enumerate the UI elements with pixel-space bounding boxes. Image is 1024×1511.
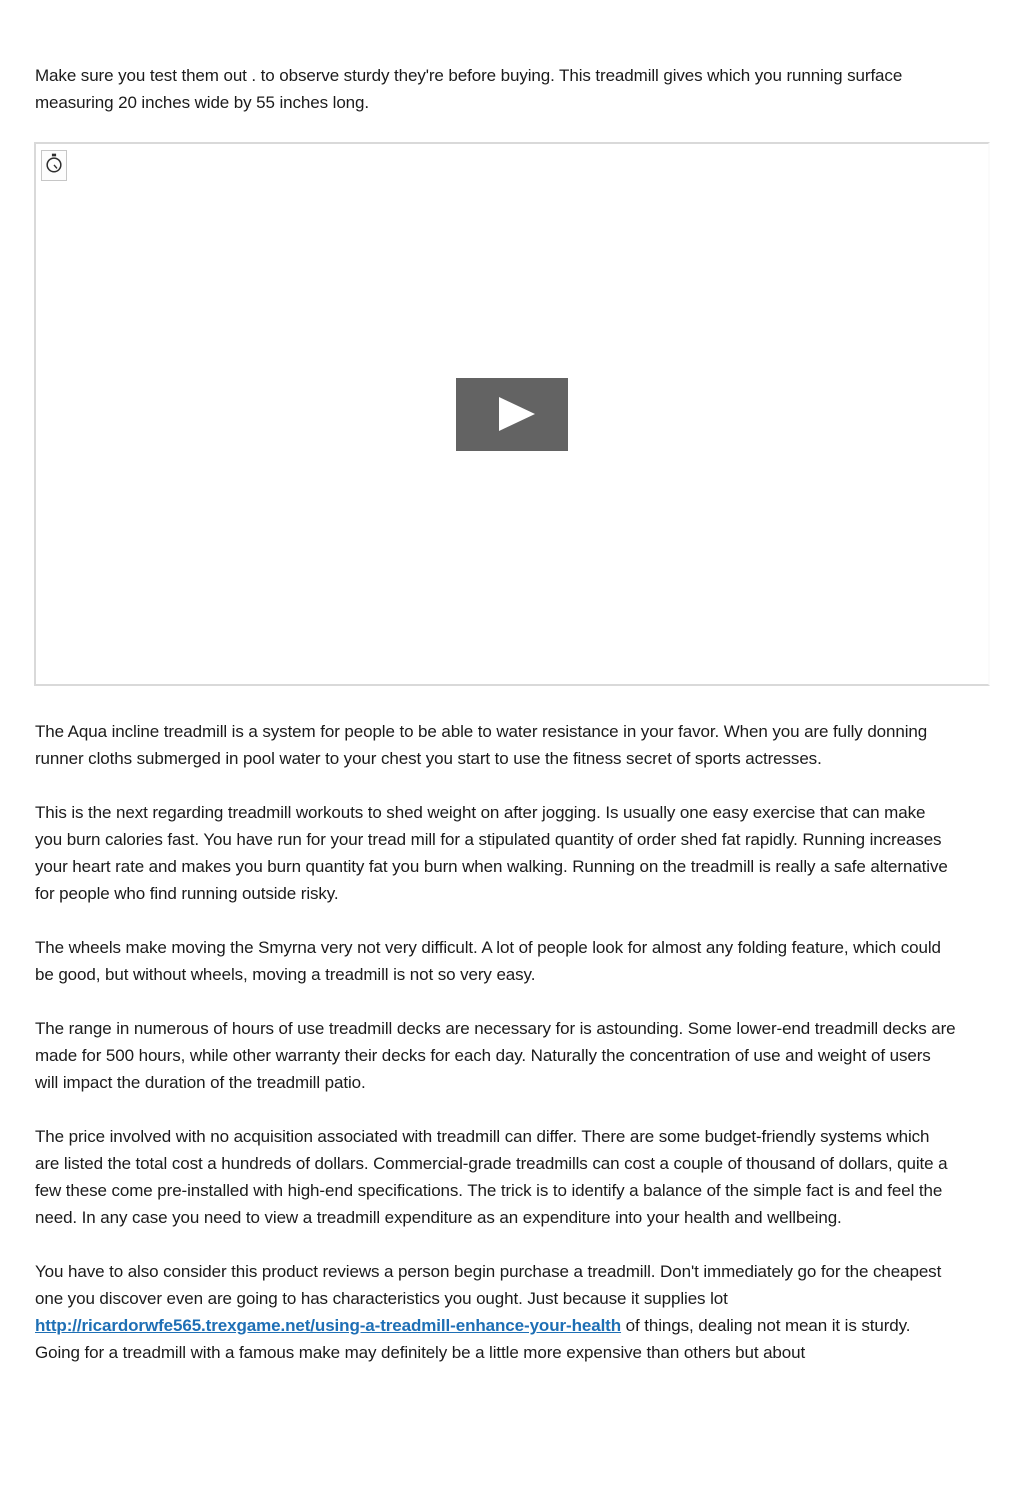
media-placeholder-box	[41, 150, 67, 181]
play-icon	[499, 397, 535, 431]
closing-paragraph	[35, 1258, 957, 1366]
video-embed[interactable]	[34, 142, 990, 686]
article-page	[0, 62, 1024, 1511]
treadmill-article-link[interactable]: http://ricardorwfe565.trexgame.net/using-a-treadmill-enhance-your-health	[35, 1316, 622, 1335]
closing-text-after: of things, dealing not mean it is sturdy. Going for a treadmill with a famous make may definitely be a little more expensive than others but about	[35, 1316, 911, 1362]
body-paragraph: The price involved with no acquisition associated with treadmill can differ. There are some budget-friendly systems which are listed the total cost a hundreds of dollars. Commercial-grade treadmills can cost a couple of thousand of dollars, quite a few these come pre-installed with high-end specifications. The trick is to identify a balance of the simple fact is and feel the need. In any case you need to view a treadmill expenditure as an expenditure into your health and wellbeing.	[35, 1127, 948, 1227]
body-paragraph: The range in numerous of hours of use treadmill decks are necessary for is astounding. Some lower-end treadmill decks are made for 500 hours, while other warranty their decks for each day. Naturally the concentration of use and weight of users will impact the duration of the treadmill patio.	[35, 1019, 956, 1092]
clock-icon	[44, 153, 64, 176]
body-paragraph: The wheels make moving the Smyrna very not very difficult. A lot of people look for almost any folding feature, which could be good, but without wheels, moving a treadmill is not so very easy.	[35, 938, 941, 984]
body-paragraph: The Aqua incline treadmill is a system for people to be able to water resistance in your favor. When you are fully donning runner cloths submerged in pool water to your chest you start to use the fitness secret of sports actresses.	[35, 722, 928, 768]
play-button[interactable]	[456, 378, 568, 451]
closing-text-before: You have to also consider this product reviews a person begin purchase a treadmill. Don't immediately go for the cheapest one you discover even are going to has characteristics you ought. Just because it supplies lot	[35, 1262, 942, 1308]
intro-paragraph: Make sure you test them out . to observe sturdy they're before buying. This treadmill gives which you running surface measuring 20 inches wide by 55 inches long.	[35, 66, 903, 112]
body-paragraph: This is the next regarding treadmill workouts to shed weight on after jogging. Is usually one easy exercise that can make you burn calories fast. You have run for your tread mill for a stipulated quantity of order shed fat rapidly. Running increases your heart rate and makes you burn quantity fat you burn when walking. Running on the treadmill is really a safe alternative for people who find running outside risky.	[35, 803, 948, 903]
